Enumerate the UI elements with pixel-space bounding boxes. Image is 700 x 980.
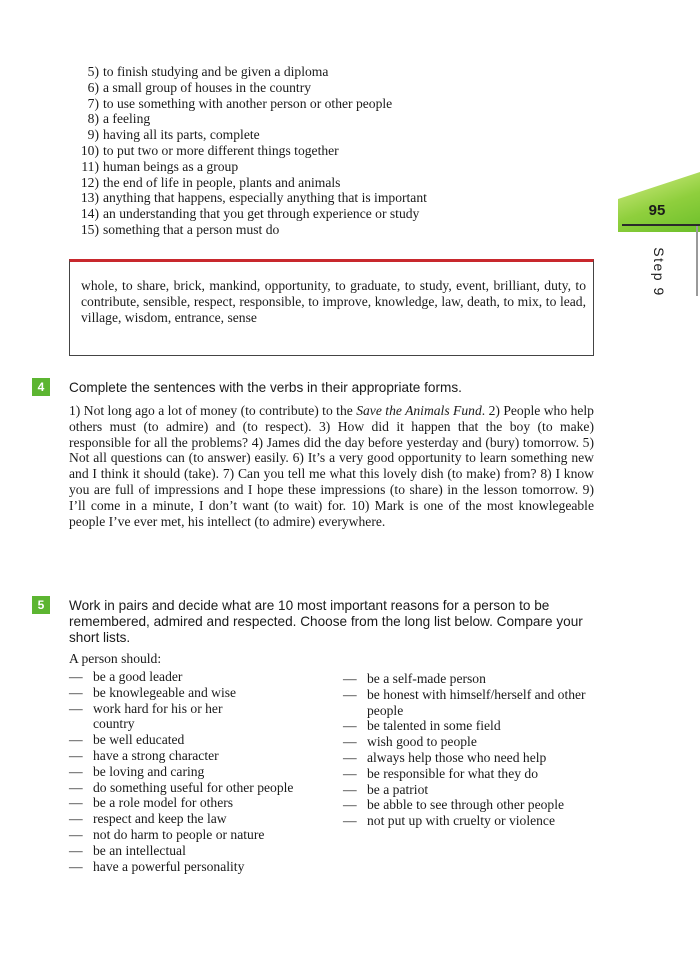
word-box — [69, 259, 594, 356]
list-item: — be a good leader — [69, 669, 183, 684]
reasons-list-left — [69, 669, 314, 874]
list-item: — be talented in some field — [343, 718, 501, 734]
list-item: — be responsible for what they do — [343, 765, 539, 781]
list-item: — be a role model for others — [69, 795, 234, 811]
list-item: — not put up with cruelty or violence — [343, 813, 556, 829]
list-item: — always help those who need help — [343, 749, 547, 765]
list-item: — respect and keep the law — [69, 811, 227, 827]
exercise-4-instruction: Complete the sentences with the verbs in their appropriate forms. — [69, 380, 462, 395]
definition-item: 7) to use something with another person or other people — [87, 95, 393, 111]
list-item: — have a powerful personality — [69, 858, 245, 874]
list-item: — be a self-made person — [343, 671, 486, 686]
definition-item: 8) a feeling — [87, 111, 151, 127]
exercise-5-instruction: Work in pairs and decide what are 10 most important reasons for a person to be remembered, admired and respected. Choose from the long list below. Compare your short lists. — [69, 598, 583, 645]
definition-item: 15) something that a person must do — [80, 221, 280, 237]
page-tab-rule — [622, 224, 700, 226]
list-item: — wish good to people — [343, 734, 477, 750]
list-item: — be knowlegeable and wise — [69, 684, 237, 700]
definition-item: 6) a small group of houses in the country — [87, 79, 312, 95]
list-item: — be honest with himself/herself and other people — [343, 686, 586, 718]
word-box-words: whole, to share, brick, mankind, opportunity, to graduate, to study, event, brilliant, duty, to contribute, sensible, respect, responsible, to improve, knowledge, law, death, to mix, to lead, village, wisdom, entrance, sense — [81, 278, 586, 326]
definition-item: 10) to put two or more different things together — [80, 142, 339, 158]
exercise-4-badge: 4 — [32, 378, 50, 396]
list-item: — work hard for his or her country — [69, 700, 223, 732]
list-item: — be abble to see through other people — [343, 797, 565, 813]
list-intro: A person should: — [69, 651, 162, 666]
step-label: Step 9 — [651, 247, 667, 297]
list-item: — be well educated — [69, 732, 185, 748]
definition-item: 13) anything that happens, especially anything that is important — [80, 190, 427, 206]
reasons-list-right — [343, 671, 595, 829]
page-number: 95 — [648, 202, 666, 219]
list-item: — be an intellectual — [69, 842, 186, 858]
definition-item: 9) having all its parts, complete — [87, 127, 260, 143]
definition-item: 5) to finish studying and be given a diploma — [87, 64, 329, 79]
list-item: — have a strong character — [69, 747, 219, 763]
definition-item: 12) the end of life in people, plants and animals — [80, 174, 341, 190]
definition-item: 11) human beings as a group — [81, 158, 239, 174]
definition-item: 14) an understanding that you get through experience or study — [80, 206, 420, 222]
list-item: — not do harm to people or nature — [69, 826, 265, 842]
page-tab-edge — [696, 226, 698, 296]
exercise-4-text: 1) Not long ago a lot of money (to contribute) to the Save the Animals Fund. 2) People who help others must (to admire) and (to respect). 3) How did it happen that the boy (to make) responsible for all the problems? 4) James did the day before yesterday and (bury) tomorrow. 5) Not all questions can (to answer) easily. 6) It’s a very good opportunity to learn something new and I think it should (take). 7) Can you tell me what this lovely dish (to make) from? 8) I know you are full of impressions and I hope these impressions (to share) in the lesson tomorrow. 9) I’ll come in a minute, I don’t want (to wait) for. 10) Mark is one of the most knowlegeable people I’ve ever met, his intellect (to admire) everywhere. — [69, 403, 594, 529]
definitions-list — [70, 64, 590, 238]
exercise-5-badge: 5 — [32, 596, 50, 614]
list-item: — do something useful for other people — [69, 779, 294, 795]
list-item: — be loving and caring — [69, 763, 205, 779]
list-item: — be a patriot — [343, 781, 429, 797]
